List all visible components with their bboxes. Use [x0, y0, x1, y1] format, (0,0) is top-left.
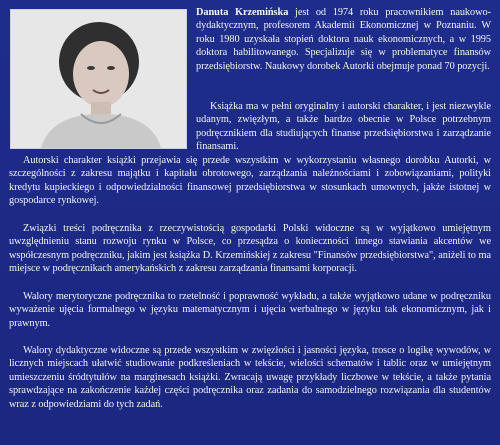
- author-photo: [10, 9, 187, 149]
- paragraph-authorship: Autorski charakter książki przejawia się przede wszystkim w wykorzystaniu własnego dorobku Autorki, w szczególności z zakresu majątku i kapitału obrotowego, zarządzania należnościami i zobowiązaniami, polityki kredytu kupieckiego i odpowiedzialności finansowej przedsiębiorstwa w stosunkach umownych, jakże istotnej w gospodarce rynkowej.: [9, 155, 491, 207]
- paragraph-character: Książka ma w pełni oryginalny i autorski charakter, i jest niezwykle udanym, zwięzłym, a także bardzo obecnie w Polsce potrzebnym podręcznikiem dla studiujących finanse przedsiębiorstwa i zarządzanie finansami.: [196, 101, 491, 153]
- paragraph-relevance: Związki treści podręcznika z rzeczywistością gospodarki Polski widoczne są w wyjątkowo umiejętnym uwzględnieniu stanu rozwoju rynku w Polsce, co przesądza o konieczności innego stawiania akcentów we współczesnym podręczniku, jakim jest książka D. Krzemińskiej z zakresu "Finansów przedsiębiorstwa", aniżeli to ma miejsce w podręcznikach amerykańskich z zakresu zarządzania finansami korporacji.: [9, 223, 491, 275]
- author-name: Danuta Krzemińska: [196, 7, 289, 18]
- paragraph-didactics: Walory dydaktyczne widoczne są przede wszystkim w zwięzłości i jasności języka, trosce o logikę wywodów, w licznych miejscach ułatwić studiowanie podkreśleniach w tekście, wielości schematów i tablic oraz w umiejętnym umieszczeniu śródtytułów na marginesach książki. Zwracają uwagę przykłady liczbowe w tekście, a także pytania sprawdzające na zakończenie każdej części podręcznika oraz zadania do samodzielnego rozwiązania dla studentów wraz z odpowiedziami do tych zadań.: [9, 345, 491, 410]
- paragraph-merits: Walory merytoryczne podręcznika to rzetelność i poprawność wykładu, a także wyjątkowo udane w podręczniku wyważenie ujęcia formalnego w języku matematycznym i ujęcia werbalnego w języku tak ekonomicznym, jak i prawnym.: [9, 291, 491, 329]
- author-bio-text: jest od 1974 roku pracownikiem naukowo-dydaktycznym, profesorem Akademii Ekonomicznej w Poznaniu. W roku 1980 uzyskała stopień doktora nauk ekonomicznych, a w 1995 doktora habilitowanego. Specjalizuje się w problematyce finansów przedsiębiorstw. Naukowy dorobek Autorki obejmuje ponad 70 pozycji.: [196, 7, 491, 72]
- author-bio: [196, 6, 491, 73]
